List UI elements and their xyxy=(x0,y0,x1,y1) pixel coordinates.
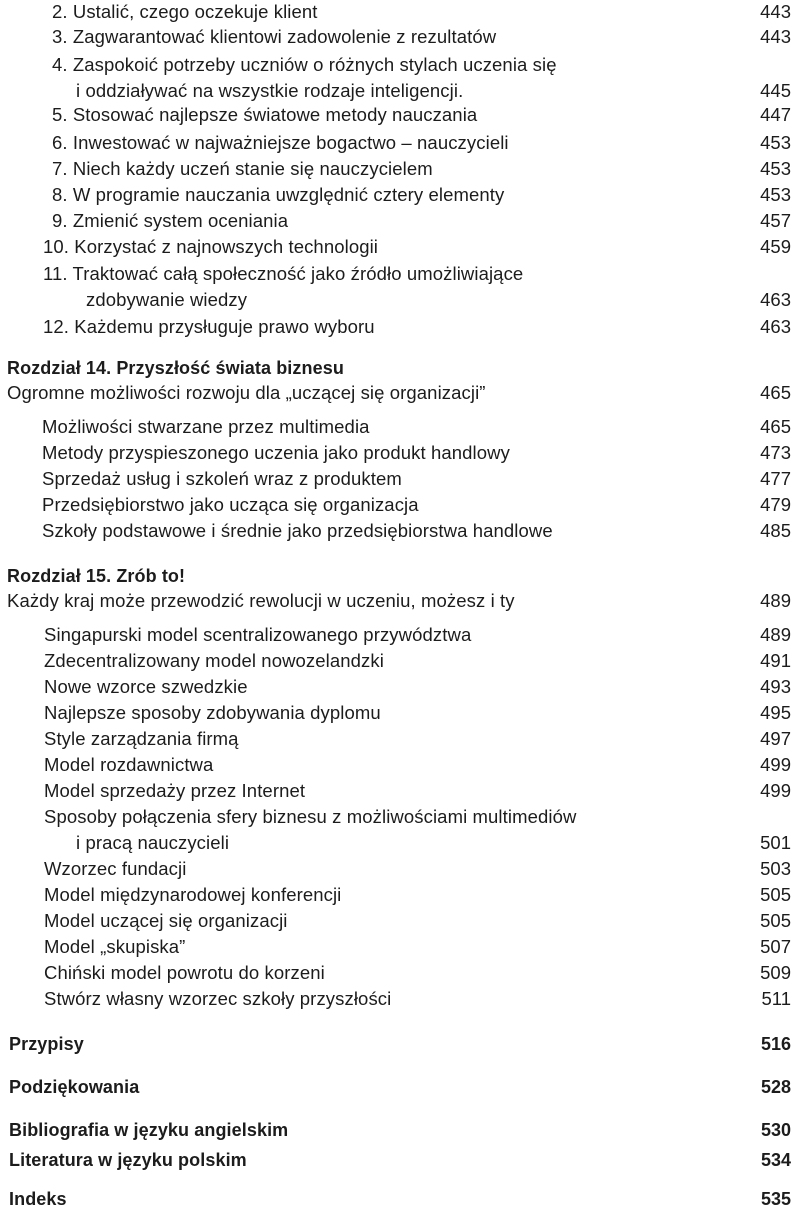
toc-entry-title: Najlepsze sposoby zdobywania dyplomu xyxy=(44,702,381,723)
toc-entry-page-number: 516 xyxy=(760,1034,791,1054)
toc-entry-title: Rozdział 15. Zrób to! xyxy=(7,566,186,586)
toc-entry-page-number: 535 xyxy=(760,1189,791,1209)
toc-entry-title: i pracą nauczycieli xyxy=(76,832,230,853)
toc-entry-title: Model rozdawnictwa xyxy=(44,754,214,775)
toc-entry-title: Model międzynarodowej konferencji xyxy=(44,884,342,905)
toc-entry-title: 11. Traktować całą społeczność jako źródło umożliwiające xyxy=(43,263,524,284)
toc-entry-page-number: 485 xyxy=(760,520,791,541)
toc-entry-title: 9. Zmienić system oceniania xyxy=(52,210,289,231)
toc-entry-title: Model sprzedaży przez Internet xyxy=(44,780,306,801)
toc-entry-title: zdobywanie wiedzy xyxy=(86,289,248,310)
toc-entry-page-number: 503 xyxy=(760,858,791,879)
toc-entry-page-number: 477 xyxy=(760,468,791,489)
toc-entry-page-number: 443 xyxy=(760,26,791,47)
toc-entry-page-number: 530 xyxy=(760,1120,791,1140)
toc-entry-page-number: 505 xyxy=(760,910,791,931)
toc-entry-title: 12. Każdemu przysługuje prawo wyboru xyxy=(43,316,375,337)
toc-entry-title: i oddziaływać na wszystkie rodzaje inteligencji. xyxy=(76,80,464,101)
toc-entry-title: 3. Zagwarantować klientowi zadowolenie z rezultatów xyxy=(52,26,497,47)
toc-entry-title: 8. W programie nauczania uwzględnić cztery elementy xyxy=(52,184,505,205)
toc-entry-title: Wzorzec fundacji xyxy=(44,858,187,879)
toc-entry-page-number: 528 xyxy=(760,1077,791,1097)
toc-entry-title: Każdy kraj może przewodzić rewolucji w uczeniu, możesz i ty xyxy=(7,590,515,611)
toc-entry-page-number: 443 xyxy=(760,1,791,22)
toc-entry-title: Indeks xyxy=(9,1189,67,1209)
toc-entry-title: Singapurski model scentralizowanego przywództwa xyxy=(44,624,472,645)
toc-entry-page-number: 489 xyxy=(760,590,791,611)
toc-entry-title: Możliwości stwarzane przez multimedia xyxy=(42,416,370,437)
toc-entry-title: Szkoły podstawowe i średnie jako przedsiębiorstwa handlowe xyxy=(42,520,553,541)
toc-entry-title: 5. Stosować najlepsze światowe metody nauczania xyxy=(52,104,478,125)
toc-entry-page-number: 489 xyxy=(760,624,791,645)
toc-entry-title: 6. Inwestować w najważniejsze bogactwo – nauczycieli xyxy=(52,132,509,153)
toc-entry-page-number: 457 xyxy=(760,210,791,231)
toc-entry-page-number: 459 xyxy=(760,236,791,257)
toc-entry-title: Nowe wzorce szwedzkie xyxy=(44,676,248,697)
toc-entry-page-number: 507 xyxy=(760,936,791,957)
toc-entry-page-number: 534 xyxy=(760,1150,791,1170)
toc-entry-title: Ogromne możliwości rozwoju dla „uczącej się organizacji” xyxy=(7,382,486,403)
toc-entry-page-number: 447 xyxy=(760,104,791,125)
toc-entry-title: Podziękowania xyxy=(9,1077,140,1097)
toc-entry-title: Bibliografia w języku angielskim xyxy=(9,1120,289,1140)
toc-entry-title: Model „skupiska” xyxy=(44,936,186,957)
toc-entry-page-number: 453 xyxy=(760,184,791,205)
toc-entry-page-number: 463 xyxy=(760,316,791,337)
toc-entry-page-number: 495 xyxy=(760,702,791,723)
toc-entry-title: 7. Niech każdy uczeń stanie się nauczycielem xyxy=(52,158,433,179)
toc-entry-page-number: 453 xyxy=(760,132,791,153)
toc-entry-page-number: 465 xyxy=(760,416,791,437)
toc-entry-page-number: 505 xyxy=(760,884,791,905)
toc-entry-page-number: 463 xyxy=(760,289,791,310)
toc-entry-title: Stwórz własny wzorzec szkoły przyszłości xyxy=(44,988,392,1009)
toc-entry-title: Sprzedaż usług i szkoleń wraz z produktem xyxy=(42,468,402,489)
toc-entry-title: 10. Korzystać z najnowszych technologii xyxy=(43,236,379,257)
toc-entry-page-number: 453 xyxy=(760,158,791,179)
toc-entry-page-number: 511 xyxy=(761,988,791,1009)
toc-entry-title: Przedsiębiorstwo jako ucząca się organizacja xyxy=(42,494,419,515)
toc-entry-title: Przypisy xyxy=(9,1034,84,1054)
toc-entry-page-number: 497 xyxy=(760,728,791,749)
toc-entry-title: 4. Zaspokoić potrzeby uczniów o różnych stylach uczenia się xyxy=(52,54,557,75)
toc-entry-page-number: 479 xyxy=(760,494,791,515)
toc-entry-title: Rozdział 14. Przyszłość świata biznesu xyxy=(7,358,344,378)
toc-entry-page-number: 501 xyxy=(760,832,791,853)
toc-entry-page-number: 491 xyxy=(760,650,791,671)
toc-entry-page-number: 493 xyxy=(760,676,791,697)
toc-entry-page-number: 445 xyxy=(760,80,791,101)
toc-entry-title: Style zarządzania firmą xyxy=(44,728,239,749)
toc-entry-title: Model uczącej się organizacji xyxy=(44,910,288,931)
toc-entry-title: Literatura w języku polskim xyxy=(9,1150,247,1170)
toc-entry-title: Metody przyspieszonego uczenia jako produkt handlowy xyxy=(42,442,510,463)
toc-entry-page-number: 499 xyxy=(760,780,791,801)
toc-entry-page-number: 499 xyxy=(760,754,791,775)
toc-entry-title: Sposoby połączenia sfery biznesu z możliwościami multimediów xyxy=(44,806,577,827)
toc-entry-title: Chiński model powrotu do korzeni xyxy=(44,962,325,983)
toc-entry-title: Zdecentralizowany model nowozelandzki xyxy=(44,650,384,671)
toc-entry-title: 2. Ustalić, czego oczekuje klient xyxy=(52,1,318,22)
toc-entry-page-number: 465 xyxy=(760,382,791,403)
toc-entry-page-number: 473 xyxy=(760,442,791,463)
toc-entry-page-number: 509 xyxy=(760,962,791,983)
